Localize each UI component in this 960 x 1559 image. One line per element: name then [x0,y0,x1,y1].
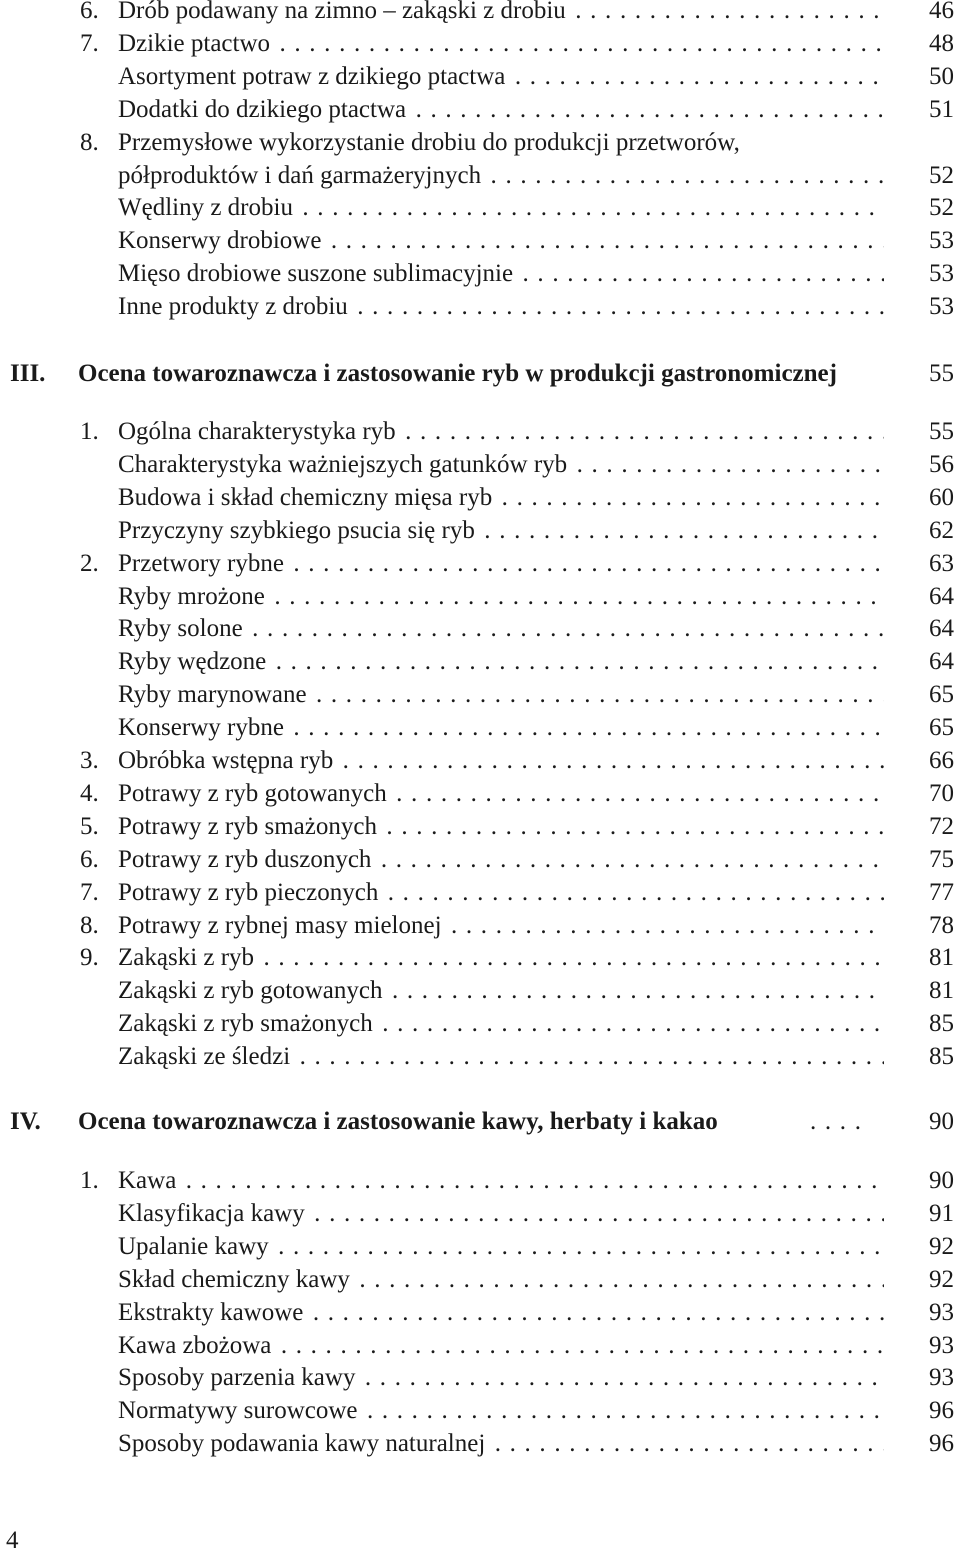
entry-page: 90 [929,1167,954,1194]
toc-entry[interactable] [0,1397,960,1430]
entry-page: 65 [929,714,954,742]
entry-title [118,714,884,742]
entry-page: 64 [929,615,954,643]
entry-title [118,846,884,874]
entry-number: 8. [80,911,99,939]
entry-title-text: Zakąski ze śledzi [118,1043,291,1071]
entry-title [118,944,884,972]
chapter-title: Ocena towaroznawcza i zastosowanie kawy, herbaty i kakao [78,1108,718,1135]
entry-title [118,1364,884,1392]
toc-entry[interactable] [0,550,960,583]
toc-entry[interactable] [0,1010,960,1043]
entry-page: 52 [929,161,954,189]
toc-entry[interactable] [0,681,960,714]
entry-title [118,1397,884,1425]
entry-title-text: Potrawy z ryb smażonych [118,812,377,840]
chapter-heading-iv[interactable] [0,1108,960,1141]
chapter-page: 55 [929,360,954,387]
entry-page: 81 [929,944,954,972]
entry-page: 96 [929,1397,954,1425]
entry-title [118,912,884,940]
toc-entry[interactable] [0,977,960,1010]
entry-title [118,648,884,676]
entry-page: 55 [929,418,954,445]
entry-title [118,129,884,157]
toc-entry[interactable] [0,63,960,96]
toc-entry[interactable] [0,260,960,293]
toc-entry[interactable] [0,1430,960,1463]
entry-title-text: Charakterystyka ważniejszych gatunków ryb [118,450,568,478]
entry-title-text: Asortyment potraw z dzikiego ptactwa [118,62,506,90]
entry-page: 93 [929,1364,954,1392]
entry-number: 5. [80,812,99,840]
entry-page: 92 [929,1232,954,1260]
entry-title [118,879,884,907]
entry-title-text: Mięso drobiowe suszone sublimacyjnie [118,260,514,288]
entry-title-text: Przyczyny szybkiego psucia się ryb [118,516,475,544]
entry-page: 93 [929,1298,954,1326]
entry-title-text: Klasyfikacja kawy [118,1199,305,1227]
toc-entry[interactable] [0,583,960,616]
entry-page: 53 [929,293,954,321]
toc-entry[interactable] [0,1266,960,1299]
toc-entry[interactable] [0,517,960,550]
entry-title [118,813,884,841]
entry-page: 85 [929,1010,954,1038]
entry-number: 3. [80,747,99,774]
entry-title-text: Ryby solone [118,615,243,643]
entry-title-text: Ryby marynowane [118,681,307,709]
toc-entry[interactable] [0,1364,960,1397]
entry-title-text: Potrawy z rybnej masy mielonej [118,911,442,939]
toc-entry[interactable] [0,451,960,484]
entry-title [118,1010,884,1038]
toc-entry[interactable] [0,747,960,780]
entry-title [118,96,884,124]
entry-title-text: Dodatki do dzikiego ptactwa [118,95,407,123]
chapter-number: III. [10,360,46,387]
entry-title-text: Drób podawany na zimno – zakąski z drobiu [118,0,568,24]
toc-entry[interactable] [0,780,960,813]
entry-title-text: Potrawy z ryb pieczonych [118,878,379,906]
toc-entry[interactable] [0,846,960,879]
entry-title-text: Przemysłowe wykorzystanie drobiu do produkcji przetworów, [118,128,740,156]
chapter-number: IV. [10,1108,41,1135]
entry-title-text: Potrawy z ryb duszonych [118,845,372,873]
entry-number: 8. [80,128,99,156]
chapter-title: Ocena towaroznawcza i zastosowanie ryb w produkcji gastronomicznej [78,360,837,387]
entry-title [118,977,884,1005]
chapter-page: 90 [929,1108,954,1135]
entry-number: 1. [80,1167,99,1194]
toc-entry[interactable] [0,1233,960,1266]
leader-dots: . . . . [810,1108,863,1135]
entry-title-text: Konserwy rybne [118,714,284,742]
entry-title [118,550,884,578]
entry-page: 50 [929,62,954,90]
toc-entry[interactable] [0,912,960,945]
entry-title-text: Dzikie ptactwo [118,29,271,57]
entry-title-text: półproduktów i dań garmażeryjnych [118,161,482,189]
toc-entry[interactable] [0,194,960,227]
entry-page: 60 [929,483,954,511]
entry-title [118,681,884,709]
entry-title [118,1332,884,1360]
entry-page: 53 [929,227,954,255]
entry-number: 6. [80,845,99,873]
toc-entry[interactable] [0,615,960,648]
entry-title [118,194,884,222]
entry-title-text: Kawa zbożowa [118,1331,272,1359]
entry-page: 93 [929,1331,954,1359]
entry-title [118,1200,884,1228]
toc-entry[interactable] [0,1167,960,1200]
entry-title [118,1167,884,1195]
entry-page: 92 [929,1265,954,1293]
entry-title-text: Zakąski z ryb [118,944,255,972]
entry-title [118,615,884,643]
entry-number: 9. [80,944,99,972]
toc-entry[interactable] [0,227,960,260]
entry-number: 1. [80,418,99,445]
entry-title-text: Obróbka wstępna ryb [118,747,334,774]
entry-title-text: Upalanie kawy [118,1232,269,1260]
entry-number: 7. [80,878,99,906]
entry-title-text: Normatywy surowcowe [118,1397,358,1425]
entry-title [118,63,884,91]
entry-title [118,30,884,58]
entry-title-text: Budowa i skład chemiczny mięsa ryb [118,483,493,511]
entry-title-text: Ogólna charakterystyka ryb [118,418,396,445]
entry-page: 70 [929,779,954,807]
entry-title [118,517,884,545]
entry-page: 64 [929,648,954,676]
entry-page: 51 [929,95,954,123]
toc-entry[interactable] [0,1043,960,1076]
entry-title-text: Sposoby parzenia kawy [118,1364,356,1392]
toc-entry[interactable] [0,1200,960,1233]
entry-title-text: Konserwy drobiowe [118,227,322,255]
toc-entry[interactable] [0,129,960,162]
entry-title-text: Inne produkty z drobiu [118,293,348,321]
entry-title [118,484,884,512]
entry-page: 48 [929,29,954,57]
entry-page: 56 [929,450,954,478]
entry-title [118,0,884,25]
entry-title [118,1233,884,1261]
entry-title-text: Zakąski z ryb smażonych [118,1010,373,1038]
toc-entry[interactable] [0,1299,960,1332]
entry-page: 85 [929,1043,954,1071]
entry-title [118,1430,884,1458]
entry-number: 7. [80,29,99,57]
entry-number: 4. [80,779,99,807]
toc-entry[interactable] [0,879,960,912]
entry-page: 63 [929,549,954,577]
entry-title-text: Przetwory rybne [118,549,284,577]
toc-entry[interactable] [0,96,960,129]
toc-entry[interactable] [0,0,960,30]
entry-page: 72 [929,812,954,840]
entry-title [118,293,884,321]
entry-title-text: Ryby mrożone [118,582,265,610]
entry-page: 66 [929,747,954,774]
entry-title [118,747,884,775]
entry-number: 2. [80,549,99,577]
entry-title [118,162,884,190]
entry-title [118,1043,884,1071]
entry-title-text: Wędliny z drobiu [118,194,293,222]
entry-page: 77 [929,878,954,906]
entry-number: 6. [80,0,99,24]
entry-title-text: Zakąski z ryb gotowanych [118,977,383,1005]
entry-page: 96 [929,1430,954,1458]
entry-page: 78 [929,911,954,939]
entry-page: 64 [929,582,954,610]
entry-title-text: Potrawy z ryb gotowanych [118,779,387,807]
entry-title [118,260,884,288]
toc-entry[interactable] [0,30,960,63]
toc-entry[interactable] [0,813,960,846]
entry-title-text: Sposoby podawania kawy naturalnej [118,1430,486,1458]
entry-title-text: Skład chemiczny kawy [118,1265,350,1293]
entry-page: 65 [929,681,954,709]
entry-page: 52 [929,194,954,222]
toc-entry[interactable] [0,944,960,977]
chapter-heading-iii[interactable] [0,360,960,393]
entry-page: 53 [929,260,954,288]
toc-entry[interactable] [0,484,960,517]
entry-title [118,780,884,808]
entry-title-text: Ekstrakty kawowe [118,1298,304,1326]
entry-page: 91 [929,1199,954,1227]
entry-title-text: Kawa [118,1167,177,1194]
page-number: 4 [6,1527,19,1554]
entry-title [118,583,884,611]
entry-page: 75 [929,845,954,873]
entry-title [118,1299,884,1327]
entry-title [118,1266,884,1294]
entry-page: 62 [929,516,954,544]
entry-page: 81 [929,977,954,1005]
toc-entry[interactable] [0,293,960,326]
entry-title [118,418,884,446]
toc-entry[interactable] [0,714,960,747]
entry-title [118,451,884,479]
entry-title [118,227,884,255]
entry-title-text: Ryby wędzone [118,648,267,676]
toc-entry[interactable] [0,648,960,681]
toc-entry[interactable] [0,162,960,195]
toc-entry[interactable] [0,418,960,451]
toc-entry[interactable] [0,1332,960,1365]
entry-page: 46 [929,0,954,24]
